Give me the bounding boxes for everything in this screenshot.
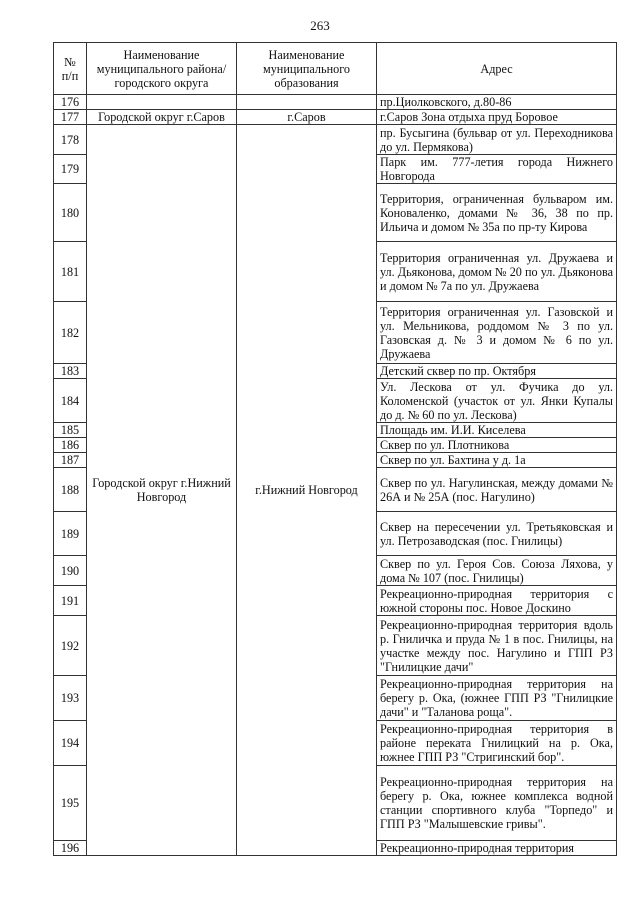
row-number: 182	[54, 302, 87, 364]
row-number: 184	[54, 379, 87, 423]
row-number: 181	[54, 242, 87, 302]
address-cell: Сквер по ул. Бахтина у д. 1а	[377, 453, 617, 468]
row-number: 185	[54, 423, 87, 438]
row-number: 195	[54, 766, 87, 841]
page-number: 263	[310, 18, 330, 33]
address-cell: Рекреационно-природная территория с южной стороны пос. Новое Доскино	[377, 586, 617, 616]
header-district: Наименование муниципального района/ городского округа	[87, 43, 237, 95]
row-number: 194	[54, 721, 87, 766]
row-number: 186	[54, 438, 87, 453]
address-cell: пр.Циолковского, д.80-86	[377, 95, 617, 110]
address-cell: Парк им. 777-летия города Нижнего Новгорода	[377, 155, 617, 184]
address-cell: Территория, ограниченная бульваром им. Коноваленко, домами № 36, 38 по пр. Ильича и домом № 35а по пр-ту Кирова	[377, 184, 617, 242]
row-number: 192	[54, 616, 87, 676]
address-cell: Детский сквер по пр. Октября	[377, 364, 617, 379]
header-address: Адрес	[377, 43, 617, 95]
table-row	[54, 95, 617, 110]
address-cell: Сквер по ул. Нагулинская, между домами № 26А и № 25А (пос. Нагулино)	[377, 468, 617, 512]
address-cell: Рекреационно-природная территория	[377, 841, 617, 856]
address-cell: Рекреационно-природная территория в районе переката Гнилицкий на р. Ока, южнее ГПП РЗ "Стригинский бор".	[377, 721, 617, 766]
address-cell: Площадь им. И.И. Киселева	[377, 423, 617, 438]
district-cell: Городской округ г.Нижний Новгород	[87, 125, 237, 856]
address-cell: Рекреационно-природная территория на берегу р. Ока, (южнее ГПП РЗ "Гнилицкие дачи" и "Таланова роща".	[377, 676, 617, 721]
row-number: 178	[54, 125, 87, 155]
row-number: 189	[54, 512, 87, 556]
address-cell: Рекреационно-природная территория на берегу р. Ока, южнее комплекса водной станции спортивного клуба "Торпедо" и ГПП РЗ "Малышевские гривы".	[377, 766, 617, 841]
municipality-cell: г.Саров	[237, 110, 377, 125]
address-cell: г.Саров Зона отдыха пруд Боровое	[377, 110, 617, 125]
row-number: 196	[54, 841, 87, 856]
row-number: 180	[54, 184, 87, 242]
address-cell: Территория ограниченная ул. Дружаева и ул. Дьяконова, домом № 20 по ул. Дьяконова и домом № 7а по ул. Дружаева	[377, 242, 617, 302]
row-number: 191	[54, 586, 87, 616]
district-cell: Городской округ г.Саров	[87, 110, 237, 125]
address-cell: пр. Бусыгина (бульвар от ул. Переходникова до ул. Пермякова)	[377, 125, 617, 155]
table-header-row	[54, 43, 617, 95]
address-cell: Сквер на пересечении ул. Третьяковская и ул. Петрозаводская (пос. Гнилицы)	[377, 512, 617, 556]
address-cell: Ул. Лескова от ул. Фучика до ул. Коломенской (участок от ул. Янки Купалы до д. № 60 по ул. Лескова)	[377, 379, 617, 423]
row-number: 179	[54, 155, 87, 184]
row-number: 188	[54, 468, 87, 512]
table-row	[54, 125, 617, 155]
table-row	[54, 110, 617, 125]
territory-table	[53, 42, 617, 856]
row-number: 187	[54, 453, 87, 468]
address-cell: Сквер по ул. Плотникова	[377, 438, 617, 453]
address-cell: Сквер по ул. Героя Сов. Союза Ляхова, у дома № 107 (пос. Гнилицы)	[377, 556, 617, 586]
row-number: 177	[54, 110, 87, 125]
municipality-cell: г.Нижний Новгород	[237, 125, 377, 856]
row-number: 190	[54, 556, 87, 586]
municipality-cell	[237, 95, 377, 110]
address-cell: Рекреационно-природная территория вдоль р. Гниличка и пруда № 1 в пос. Гнилицы, на участке между пос. Нагулино и ГПП РЗ "Гнилицкие дачи"	[377, 616, 617, 676]
address-cell: Территория ограниченная ул. Газовской и ул. Мельникова, роддомом № 3 по ул. Газовская д. № 3 и домом № 6 по ул. Дружаева	[377, 302, 617, 364]
district-cell	[87, 95, 237, 110]
row-number: 193	[54, 676, 87, 721]
header-num: № п/п	[54, 43, 87, 95]
row-number: 183	[54, 364, 87, 379]
row-number: 176	[54, 95, 87, 110]
header-municipality: Наименование муниципального образования	[237, 43, 377, 95]
